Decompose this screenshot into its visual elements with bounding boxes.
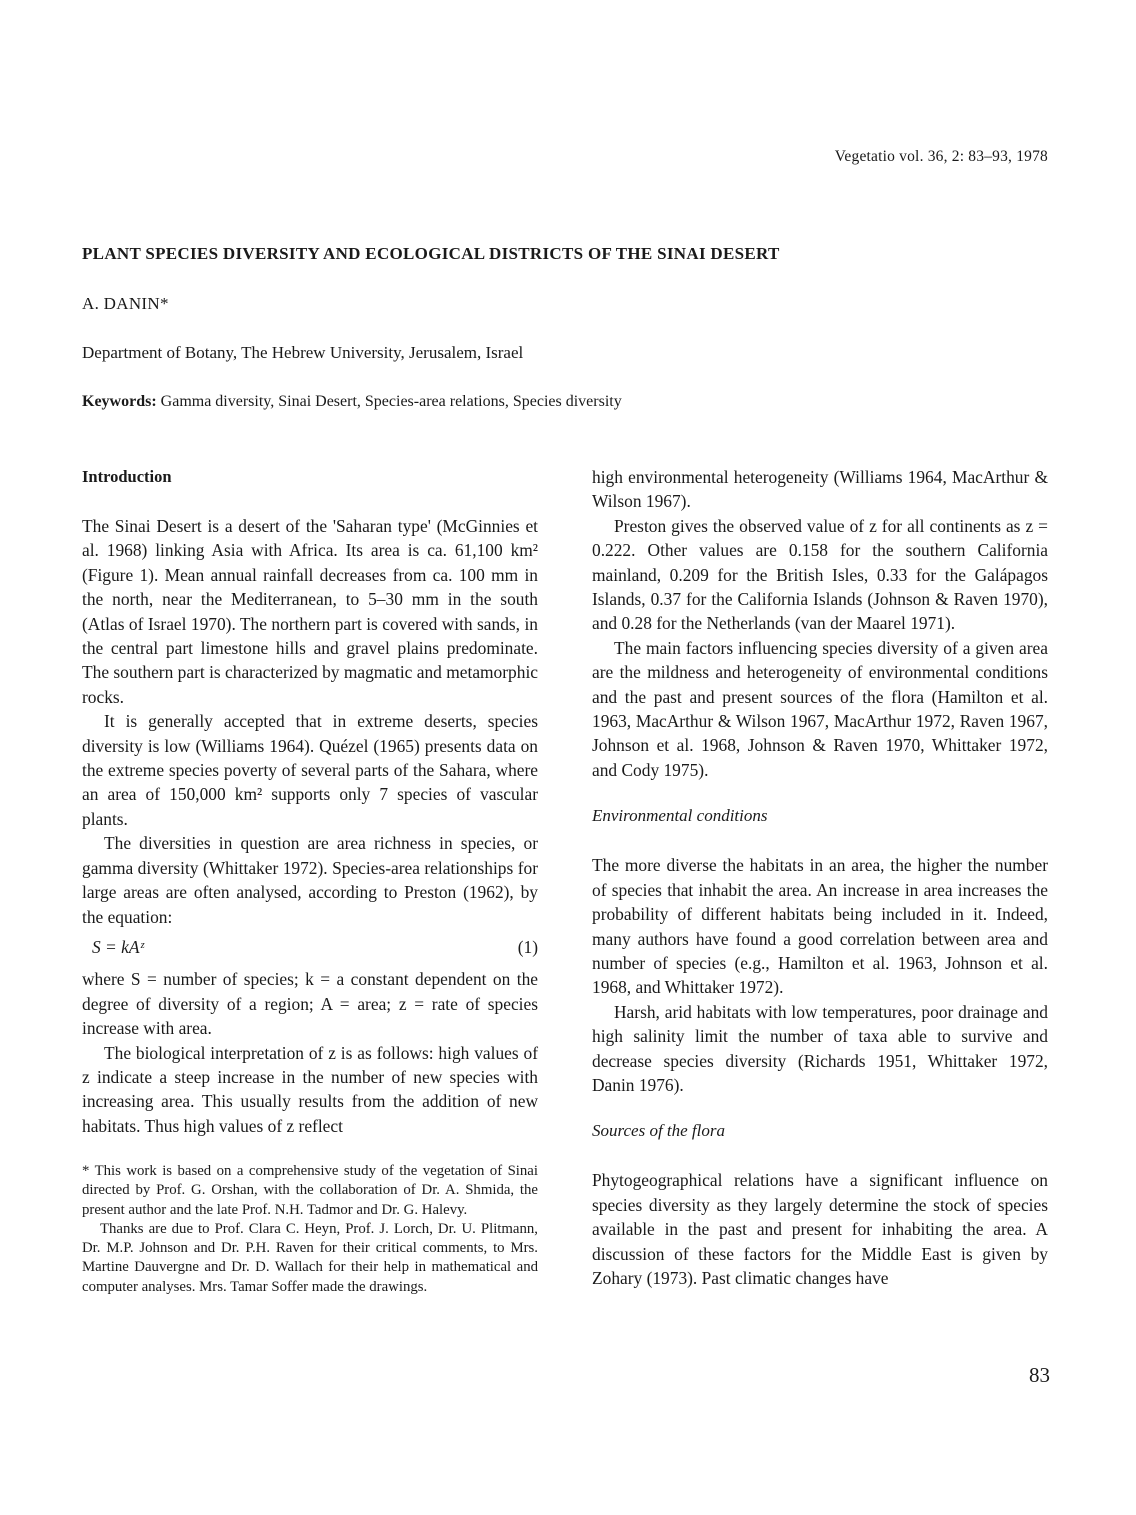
left-column	[82, 465, 538, 1138]
footnote-acknowledgements: Thanks are due to Prof. Clara C. Heyn, Prof. J. Lorch, Dr. U. Plitmann, Dr. M.P. Johnson and Dr. P.H. Raven for their critical comments, to Mrs. Martine Dauvergne and Dr. D. Wallach for their help in mathematical and computer analyses. Mrs. Tamar Soffer made the drawings.	[82, 1220, 538, 1295]
section-heading-environmental-conditions: Environmental conditions	[592, 806, 768, 826]
keywords-label: Keywords:	[82, 393, 157, 410]
page-number: 83	[1029, 1363, 1050, 1387]
keywords-line	[82, 393, 622, 411]
paragraph: Preston gives the observed value of z for all continents as z = 0.222. Other values are 0.158 for the southern California mainland, 0.209 for the British Isles, 0.33 for the Galápagos Islands, 0.37 for the California Islands (Johnson & Raven 1970), and 0.28 for the Netherlands (van der Maarel 1971).	[592, 515, 1048, 634]
paragraph: The more diverse the habitats in an area, the higher the number of species that inhabit the area. An increase in area increases the probability of different habitats being included in it. Indeed, many authors have found a good correlation between area and number of species (e.g., Hamilton et al. 1963, Johnson et al. 1968, and Whittaker 1972).	[592, 855, 1048, 998]
right-column	[592, 465, 1048, 1290]
paragraph: Harsh, arid habitats with low temperatures, poor drainage and high salinity limit the number of taxa able to survive and decrease species diversity (Richards 1951, Whittaker 1972, Danin 1976).	[592, 1001, 1048, 1095]
keywords-text: Gamma diversity, Sinai Desert, Species-area relations, Species diversity	[156, 393, 622, 410]
paragraph: The diversities in question are area richness in species, or gamma diversity (Whittaker 1972). Species-area relationships for large areas are often analysed, according to Preston (1962), by the equation:	[82, 833, 538, 927]
equation-number: (1)	[517, 936, 538, 957]
paragraph: The Sinai Desert is a desert of the 'Saharan type' (McGinnies et al. 1968) linking Asia with Africa. Its area is ca. 61,100 km² (Figure 1). Mean annual rainfall decreases from ca. 100 mm in the north, near the Mediterranean, to 5–30 mm in the south (Atlas of Israel 1970). The northern part is covered with sands, in the central part limestone hills and gravel plains predominate. The southern part is characterized by magmatic and metamorphic rocks.	[82, 516, 538, 707]
paragraph: The biological interpretation of z is as follows: high values of z indicate a steep increase in the number of new species with increasing area. This usually results from the addition of new habitats. Thus high values of z reflect	[82, 1042, 538, 1136]
author-affiliation: Department of Botany, The Hebrew University, Jerusalem, Israel	[82, 343, 524, 362]
article-title: PLANT SPECIES DIVERSITY AND ECOLOGICAL DISTRICTS OF THE SINAI DESERT	[82, 244, 780, 263]
paragraph: high environmental heterogeneity (Williams 1964, MacArthur & Wilson 1967).	[592, 467, 1048, 512]
paragraph: where S = number of species; k = a constant dependent on the degree of diversity of a region; A = area; z = rate of species increase with area.	[82, 969, 538, 1039]
equation	[82, 935, 538, 959]
journal-reference: Vegetatio vol. 36, 2: 83–93, 1978	[834, 148, 1048, 165]
paragraph: The main factors influencing species diversity of a given area are the mildness and heterogeneity of environmental conditions and the past and present sources of the flora (Hamilton et al. 1963, MacArthur & Wilson 1967, MacArthur 1972, Raven 1967, Johnson et al. 1968, Johnson & Raven 1970, Whittaker 1972, and Cody 1975).	[592, 637, 1048, 780]
paragraph: It is generally accepted that in extreme deserts, species diversity is low (Williams 1964). Quézel (1965) presents data on the extreme species poverty of several parts of the Sahara, where an area of 150,000 km² supports only 7 species of vascular plants.	[82, 711, 538, 829]
footnotes	[82, 1162, 538, 1297]
paragraph: Phytogeographical relations have a significant influence on species diversity as they largely determine the stock of species available in the past and present for inhabiting the area. A discussion of these factors for the Middle East is given by Zohary (1973). Past climatic changes have	[592, 1170, 1048, 1288]
equation-formula: S = kAᶻ	[92, 936, 144, 957]
section-heading-introduction: Introduction	[82, 467, 172, 486]
author-name: A. DANIN*	[82, 294, 169, 313]
footnote: * This work is based on a comprehensive study of the vegetation of Sinai directed by Prof. G. Orshan, with the collaboration of Dr. A. Shmida, the present author and the late Prof. N.H. Tadmor and Dr. G. Halevy.	[82, 1163, 538, 1218]
section-heading-sources-of-the-flora: Sources of the flora	[592, 1121, 725, 1141]
